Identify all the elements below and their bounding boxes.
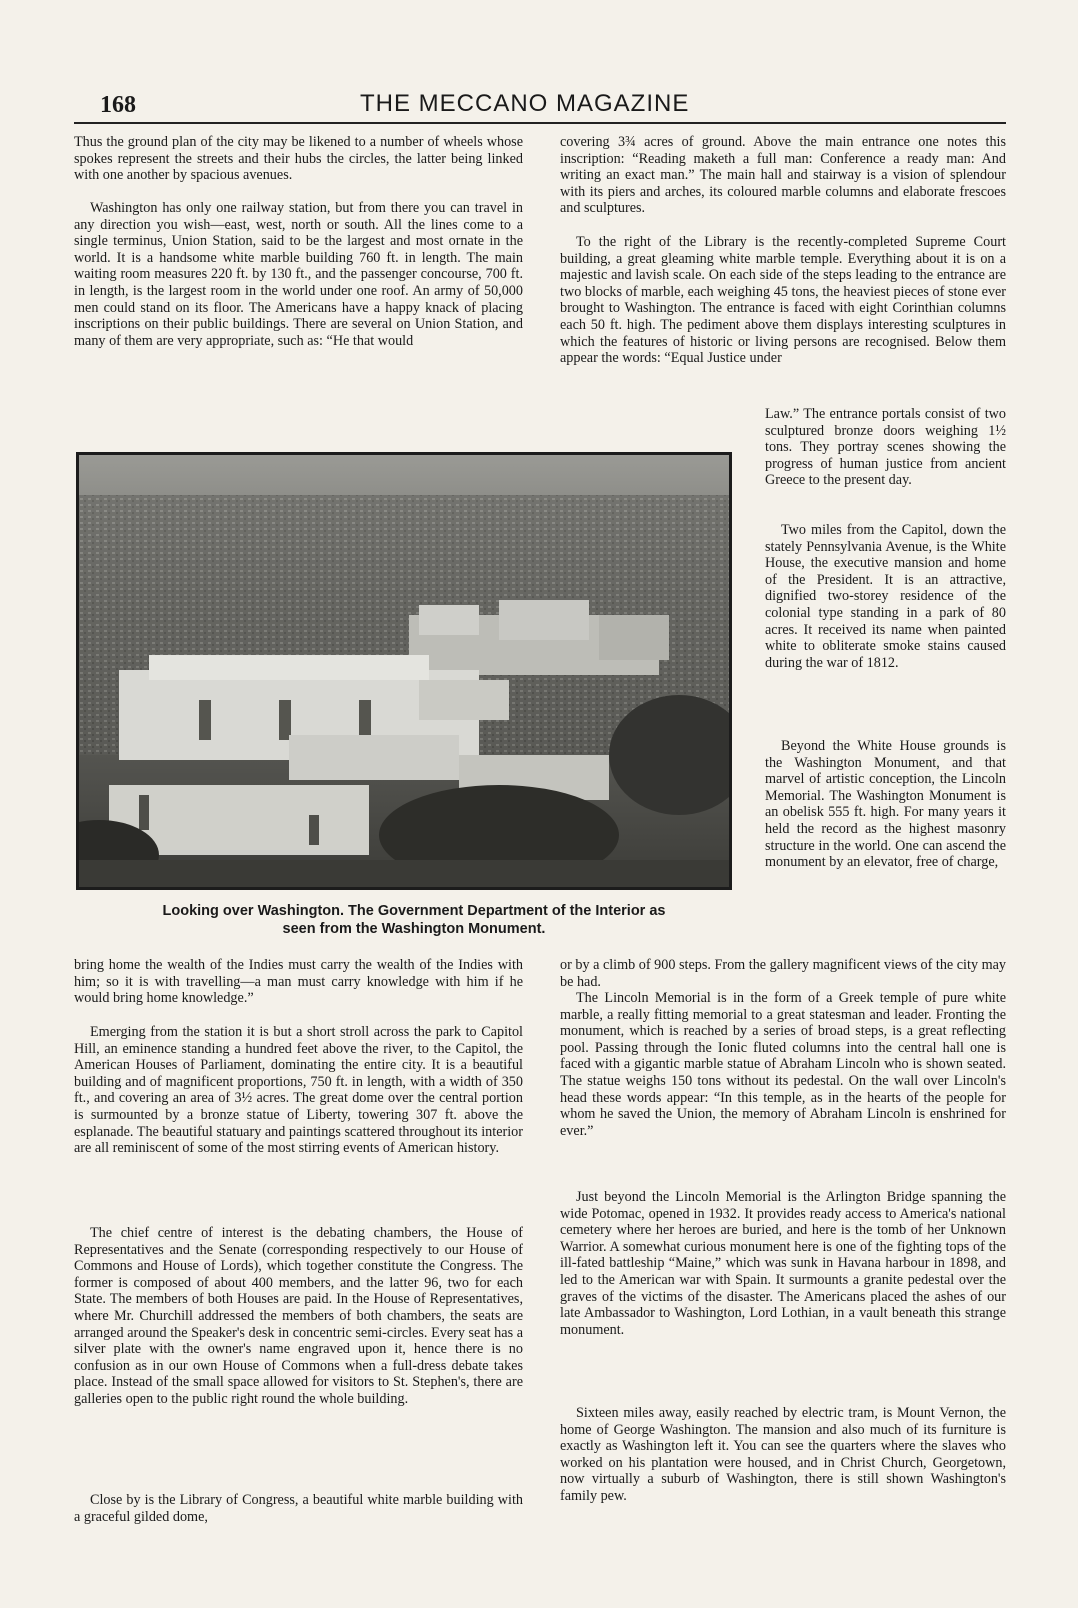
caption-line-1: Looking over Washington. The Government Department of the Interior as (162, 903, 666, 919)
right-paragraph-5: Just beyond the Lincoln Memorial is the Arlington Bridge spanning the wide Potomac, opened in 1932. It provides ready access to America's national cemetery where her heroes are buried, and here is the tomb of her Unknown Warrior. A somewhat curious monument here is one of the fighting tops of the ill-fated battleship “Maine,” which was sunk in Havana harbour in 1898, and led to the American war with Spain. It surmounts a granite pedestal over the graves of the victims of the disaster. The Americans placed the ashes of our late Ambassador to Washington, Lord Lothian, in a vault beneath this strange monument. (560, 1189, 1006, 1338)
left-paragraph-2: Washington has only one railway station, but from there you can travel in any direction you wish—east, west, north or south. All the lines come to a single terminus, Union Station, said to be the largest and most ornate in the world. It is a handsome white marble building 760 ft. in length. The main waiting room measures 220 ft. by 130 ft., and the passenger concourse, 700 ft. in length, is the largest room in the world under one roof. An army of 50,000 men could stand on its floor. The Americans have a happy knack of placing inscriptions on their public buildings. There are several on Union Station, and many of them are very appropriate, such as: “He that would (74, 200, 523, 349)
photo-caption (74, 902, 754, 938)
left-paragraph-5: The chief centre of interest is the debating chambers, the House of Representatives and the Senate (corresponding respectively to our House of Commons and House of Lords), which together constitute the Congress. The former is composed of about 400 members, and the latter 96, two for each State. The members of both Houses are paid. In the House of Representatives, where Mr. Churchill addressed the members of both chambers, the seats are arranged around the Speaker's desk in concentric semi-circles. Every seat has a silver plate with the owner's name engraved upon it, hence there is no confusion as in our own House of Commons when a full-dress debate takes place. Instead of the small space allowed for visitors to St. Stephen's, there are galleries open to the public right round the whole building. (74, 1225, 523, 1407)
right-paragraph-6: Sixteen miles away, easily reached by electric tram, is Mount Vernon, the home of George Washington. The mansion and also much of its furniture is exactly as Washington left it. You can see the quarters where the slaves who worked on his plantation were housed, and in Christ Church, Georgetown, now virtually a suburb of Washington, there is still shown Washington's family pew. (560, 1405, 1006, 1504)
right-paragraph-4: The Lincoln Memorial is in the form of a Greek temple of pure white marble, a really fitting memorial to a great statesman and leader. Fronting the monument, which is reached by a series of broad steps, is a great reflecting pool. Passing through the Ionic fluted columns into the central hall one is faced with a gigantic marble statue of Abraham Lincoln who is shown seated. The statue weighs 150 tons without its pedestal. On the wall over Lincoln's head these words appear: “In this temple, as in the hearts of the people for whom he saved the Union, the memory of Abraham Lincoln is enshrined for ever.” (560, 990, 1006, 1139)
caption-line-2: seen from the Washington Monument. (282, 921, 546, 937)
right-paragraph-2: To the right of the Library is the recently-completed Supreme Court building, a great gleaming white marble temple. Everything about it is on a majestic and lavish scale. On each side of the steps leading to the entrance are two blocks of marble, each weighing 45 tons, the heaviest pieces of stone ever brought to Washington. The entrance is faced with eight Corinthian columns each 50 ft. high. The pediment above them displays interesting sculptures in which the features of historic or living persons are recognised. Below them appear the words: “Equal Justice under (560, 234, 1006, 367)
page-number: 168 (100, 92, 136, 118)
aerial-photo (76, 452, 732, 890)
header-rule (74, 122, 1006, 124)
magazine-title: THE MECCANO MAGAZINE (360, 90, 690, 117)
left-paragraph-1: Thus the ground plan of the city may be likened to a number of wheels whose spokes represent the streets and their hubs the circles, the latter being linked with one another by spacious avenues. (74, 134, 523, 184)
narrow-paragraph-1: Law.” The entrance portals consist of two sculptured bronze doors weighing 1½ tons. They portray scenes showing the progress of human justice from ancient Greece to the present day. (765, 406, 1006, 489)
narrow-paragraph-2: Two miles from the Capitol, down the stately Pennsylvania Avenue, is the White House, the executive mansion and home of the President. It is an attractive, dignified two-storey residence of the colonial type standing in a park of 80 acres. It received its name when painted white to obliterate smoke stains caused during the war of 1812. (765, 522, 1006, 671)
right-paragraph-3: or by a climb of 900 steps. From the gallery magnificent views of the city may be had. (560, 957, 1007, 990)
narrow-paragraph-3: Beyond the White House grounds is the Washington Monument, and that marvel of artistic conception, the Lincoln Memorial. The Washington Monument is an obelisk 555 ft. high. For many years it held the record as the highest masonry structure in the world. One can ascend the monument by an elevator, free of charge, (765, 738, 1006, 871)
left-paragraph-6: Close by is the Library of Congress, a beautiful white marble building with a graceful gilded dome, (74, 1492, 523, 1525)
left-paragraph-3: bring home the wealth of the Indies must carry the wealth of the Indies with him; so it is with travelling—a man must carry knowledge with him if he would bring home knowledge.” (74, 957, 523, 1007)
left-paragraph-4: Emerging from the station it is but a short stroll across the park to Capitol Hill, an eminence standing a hundred feet above the river, to the Capitol, the American Houses of Parliament, dominating the entire city. It is a beautiful building and of magnificent proportions, 750 ft. in length, with a width of 350 ft., and covering an area of 3½ acres. The great dome over the central portion is surmounted by a bronze statue of Liberty, towering 307 ft. above the esplanade. The beautiful statuary and paintings scattered throughout its interior are all reminiscent of some of the most stirring events of American history. (74, 1024, 523, 1157)
right-paragraph-1: covering 3¾ acres of ground. Above the main entrance one notes this inscription: “Reading maketh a full man: Conference a ready man: And writing an exact man.” The main hall and stairway is a vision of splendour with its piers and arches, its coloured marble columns and elaborate frescoes and sculptures. (560, 134, 1006, 217)
